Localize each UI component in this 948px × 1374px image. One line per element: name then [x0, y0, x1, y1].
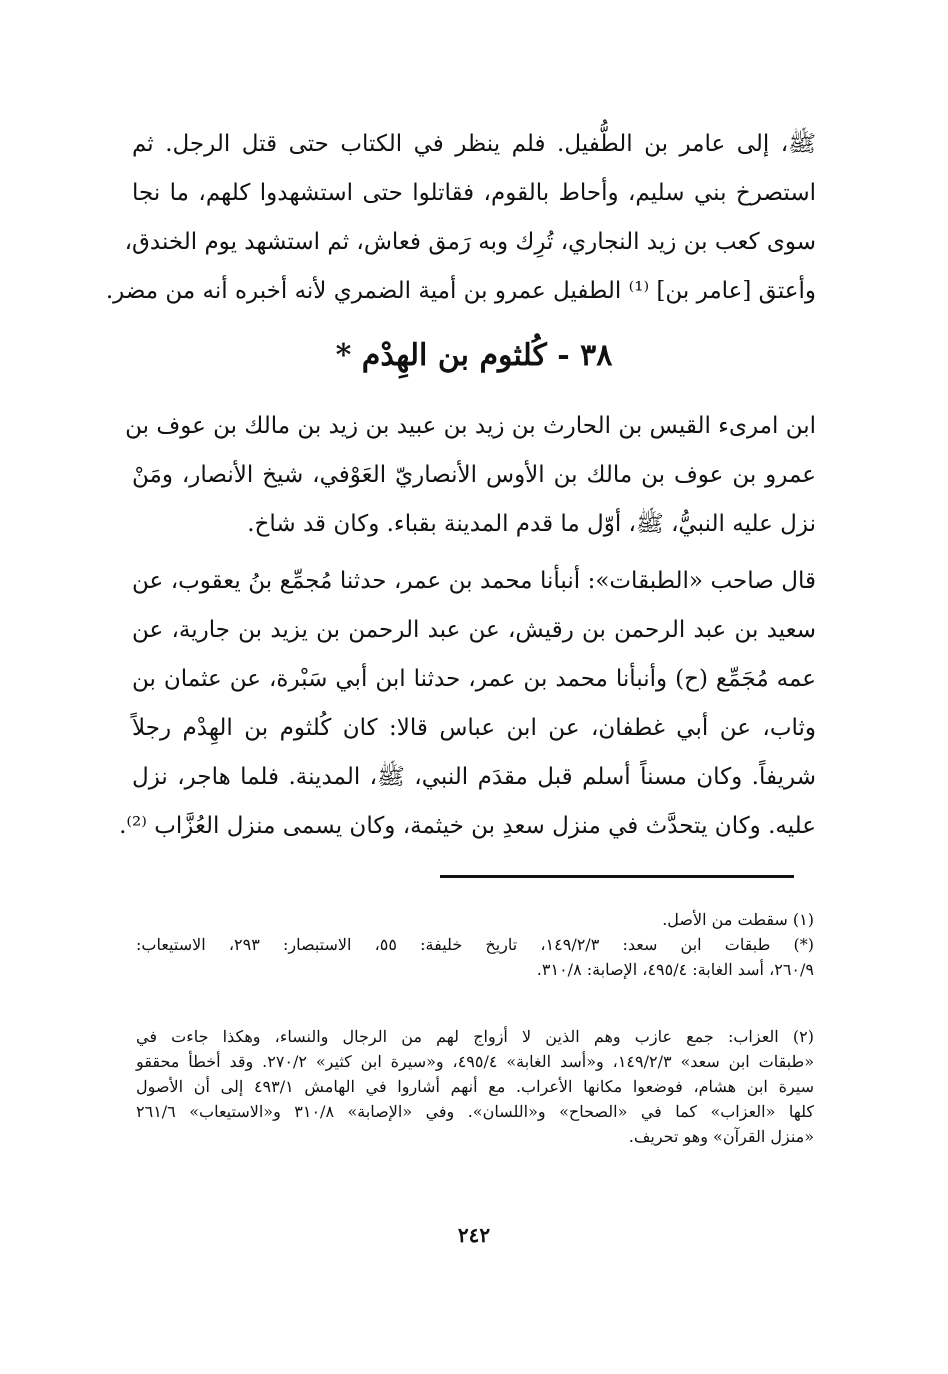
footnote-line: «طبقات ابن سعد» ١٤٩/٢/٣، و«أسد الغابة» ٤٩٥/٤، و«سيرة ابن كثير» ٢٧٠/٢. وقد أخطأ محققو: [136, 1052, 815, 1071]
footnote-line: سيرة ابن هشام، فوضعوا مكانها الأعراب. مع أنهم أشاروا في الهامش ٤٩٣/١ إلى أن الأصول: [136, 1077, 815, 1096]
text-line: عمه مُجَمِّع (ح) وأنبأنا محمد بن عمر، حدثنا ابن أبي سَبْرة، عن عثمان بن: [132, 666, 816, 692]
page-number: ٢٤٢: [457, 1223, 491, 1247]
footnote-line: «منزل القرآن» وهو تحريف.: [628, 1127, 814, 1146]
text-line: عليه. وكان يتحدَّث في منزل سعدِ بن خيثمة، وكان يسمى منزل العُزَّاب ⁽²⁾.: [119, 813, 816, 839]
text-line: وثاب، عن أبي غطفان، عن ابن عباس قالا: كان كُلثوم بن الهِدْم رجلاً: [132, 715, 816, 741]
text-line: شريفاً. وكان مسناً أسلم قبل مقدَم النبي، ﷺ، المدينة. فلما هاجر، نزل: [132, 764, 816, 790]
footnote-line: (*) طبقات ابن سعد: ١٤٩/٢/٣، تاريخ خليفة: ٥٥، الاستبصار: ٢٩٣، الاستيعاب:: [136, 935, 814, 954]
footnote-line: (٢) العزاب: جمع عازب وهم الذين لا أزواج لهم من الرجال والنساء، وهكذا جاءت في: [136, 1027, 814, 1046]
continuation-paragraph: [105, 120, 816, 316]
footnote-line: ٢٦٠/٩، أسد الغابة: ٤٩٥/٤، الإصابة: ٣١٠/٨.: [536, 960, 814, 979]
text-line: عمرو بن عوف بن مالك بن الأوس الأنصاريّ العَوْفي، شيخ الأنصار، ومَنْ: [132, 462, 816, 488]
footnote-line: (١) سقطت من الأصل.: [662, 910, 814, 929]
text-line: وأعتق [عامر بن] ⁽¹⁾ الطفيل عمرو بن أمية الضمري لأنه أخبره أنه من مضر.: [105, 278, 816, 304]
biography-paragraph: [125, 402, 816, 549]
footnote-divider: [440, 875, 794, 878]
text-line: ابن امرىء القيس بن الحارث بن زيد بن عبيد بن زيد بن مالك بن عوف بن: [125, 413, 816, 439]
section-heading: ٣٨ - كُلثوم بن الهِدْم *: [335, 338, 613, 373]
text-line: سعيد بن عبد الرحمن بن رقيش، عن عبد الرحمن بن يزيد بن جارية، عن: [132, 617, 816, 643]
narration-paragraph: [119, 557, 816, 851]
text-line: نزل عليه النبيُّ، ﷺ، أوّل ما قدم المدينة بقباء. وكان قد شاخ.: [247, 511, 816, 537]
text-line: سوى كعب بن زيد النجاري، تُرِك وبه رَمق فعاش، ثم استشهد يوم الخندق،: [124, 229, 816, 255]
footnote-block-1: [136, 907, 814, 982]
footnote-line: كلها «العزاب» كما في «الصحاح» و«اللسان». وفي «الإصابة» ٣١٠/٨ و«الاستيعاب» ٢٦١/٦: [136, 1102, 815, 1121]
footnote-block-2: [136, 1024, 814, 1149]
text-line: ﷺ، إلى عامر بن الطُّفيل. فلم ينظر في الكتاب حتى قتل الرجل. ثم: [132, 131, 816, 157]
text-line: استصرخ بني سليم، وأحاط بالقوم، فقاتلوا حتى استشهدوا كلهم، ما نجا: [132, 180, 816, 206]
text-line: قال صاحب «الطبقات»: أنبأنا محمد بن عمر، حدثنا مُجمِّع بنُ يعقوب، عن: [132, 568, 816, 594]
